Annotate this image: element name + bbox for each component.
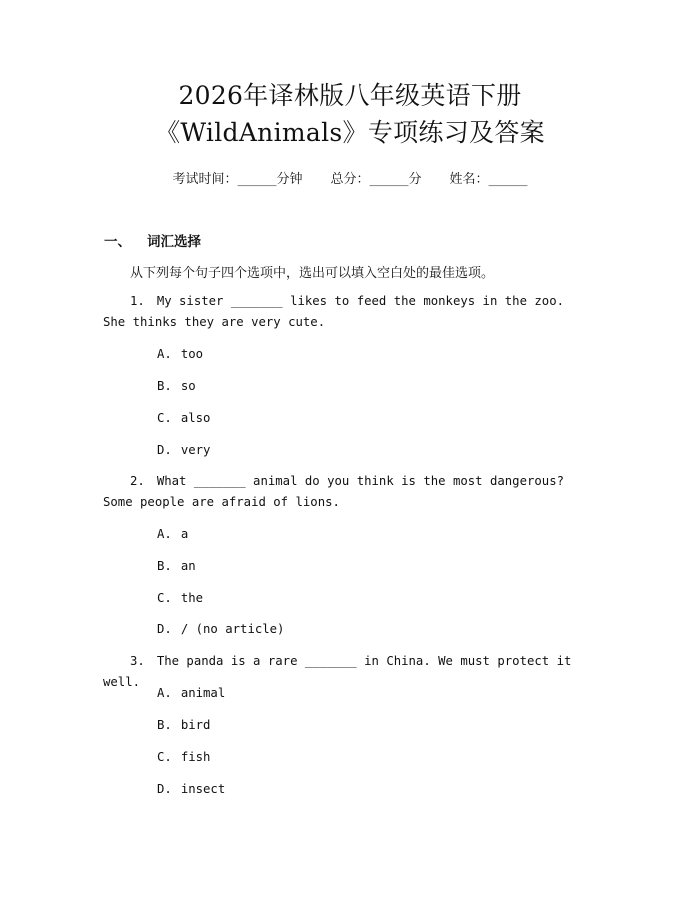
option-text: / (no article) (180, 622, 285, 636)
option-key: B. (157, 379, 172, 393)
option-1c (157, 410, 210, 426)
question-text: My sister _______ likes to feed the monkeys in the zoo. She thinks they are very cute. (103, 294, 564, 329)
question-text: The panda is a rare _______ in China. We must protect it well. (103, 654, 572, 689)
section-title: 词汇选择 (147, 234, 201, 250)
option-1a (157, 346, 203, 362)
option-1d (157, 442, 210, 458)
option-key: B. (157, 559, 172, 573)
option-2c (157, 590, 203, 606)
option-text: so (180, 379, 196, 393)
option-text: an (180, 559, 196, 573)
document-title-line-2: 《WildAnimals》专项练习及答案 (155, 118, 545, 147)
exam-meta-row (0, 168, 700, 187)
option-key: C. (157, 591, 172, 605)
option-3d (157, 781, 225, 797)
option-key: A. (157, 686, 172, 700)
option-2d (157, 621, 284, 637)
question-1 (103, 291, 583, 333)
question-text: What _______ animal do you think is the most dangerous? Some people are afraid of lions. (103, 474, 564, 509)
option-text: also (180, 411, 211, 425)
option-3c (157, 749, 210, 765)
option-key: D. (157, 622, 172, 636)
option-key: D. (157, 782, 172, 796)
exam-time-field: 考试时间：______分钟 (172, 172, 303, 187)
option-key: C. (157, 411, 172, 425)
student-name-field: 姓名：______ (449, 172, 528, 187)
question-number: 2. (130, 474, 145, 488)
option-text: too (180, 347, 204, 361)
option-text: bird (180, 718, 211, 732)
document-title-line-1: 2026年译林版八年级英语下册 (178, 81, 522, 110)
option-key: A. (157, 527, 172, 541)
option-text: fish (180, 750, 211, 764)
section-heading (104, 230, 201, 250)
question-number: 3. (130, 654, 145, 668)
option-text: insect (180, 782, 226, 796)
question-2 (103, 471, 583, 513)
option-text: animal (180, 686, 226, 700)
option-2b (157, 558, 196, 574)
option-1b (157, 378, 196, 394)
option-key: B. (157, 718, 172, 732)
option-key: D. (157, 443, 172, 457)
option-3a (157, 685, 225, 701)
option-2a (157, 526, 188, 542)
option-key: C. (157, 750, 172, 764)
section-instruction: 从下列每个句子四个选项中，选出可以填入空白处的最佳选项。 (130, 266, 495, 281)
option-text: a (180, 527, 189, 541)
section-number: 一、 (104, 234, 131, 250)
option-key: A. (157, 347, 172, 361)
question-number: 1. (130, 294, 145, 308)
option-3b (157, 717, 210, 733)
total-score-field: 总分：______分 (330, 172, 422, 187)
option-text: very (180, 443, 211, 457)
option-text: the (180, 591, 204, 605)
